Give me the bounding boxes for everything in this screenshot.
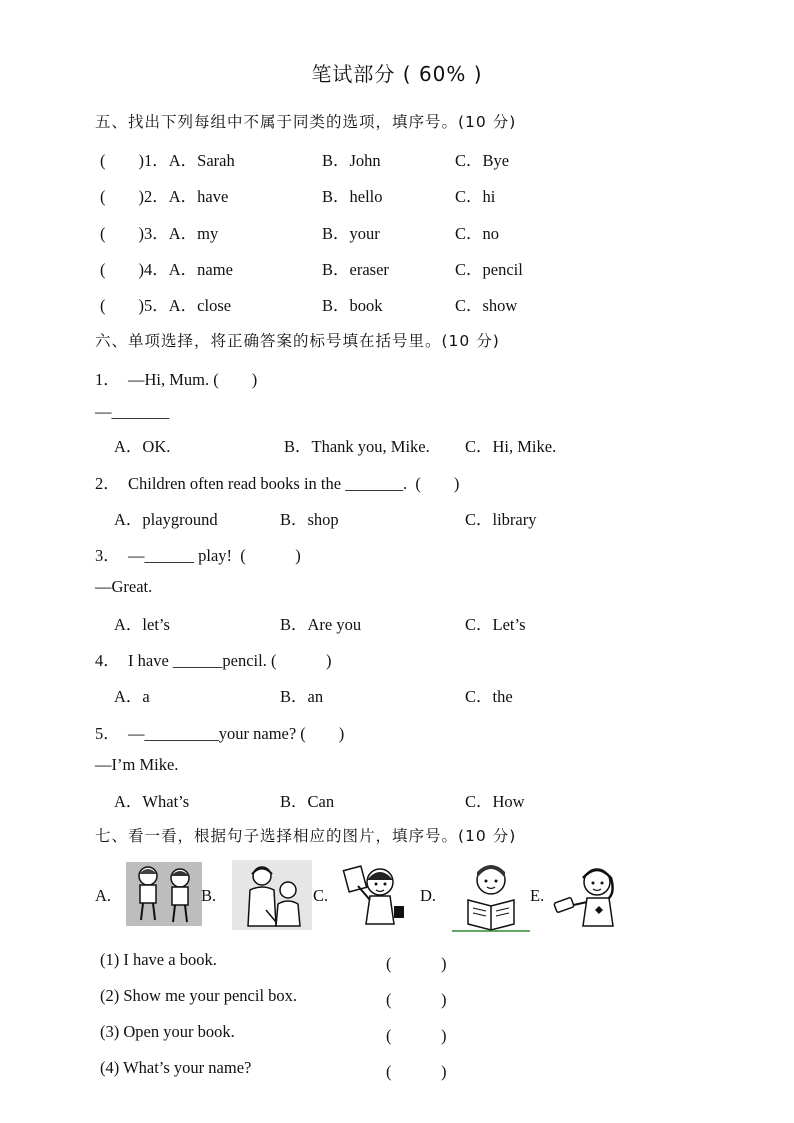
q5-option-a: A．What’s	[114, 792, 190, 811]
q3-option-c: C．Let’s	[465, 615, 526, 634]
section6-heading: 六、单项选择，将正确答案的标号填在括号里。(10 分)	[95, 332, 500, 350]
item-text: (1) I have a book.	[100, 950, 217, 969]
q3-option-b: B．Are you	[280, 615, 362, 634]
item-stem: ( )3．A．my	[100, 224, 219, 243]
picture-label-e: E.	[530, 886, 545, 905]
q2-stem: 2． Children often read books in the _______. ( )	[95, 474, 460, 493]
picture-label-a: A.	[95, 886, 112, 905]
q4-stem: 4． I have ______pencil. ( )	[95, 651, 332, 670]
q1-stem: 1． —Hi, Mum. ( )	[95, 370, 258, 389]
q2-option-b: B．shop	[280, 510, 339, 529]
option-b: B．eraser	[322, 260, 389, 279]
option-b: B．your	[322, 224, 380, 243]
item-stem: ( )4．A．name	[100, 260, 233, 279]
picture-label-d: D.	[420, 886, 437, 905]
q5-stem: 5． —_________your name? ( )	[95, 724, 345, 743]
two-children-icon	[126, 862, 202, 926]
answer-blank: ( )	[386, 954, 447, 973]
q4-option-a: A．a	[114, 687, 150, 706]
answer-blank: ( )	[386, 990, 447, 1009]
item-text: (4) What’s your name?	[100, 1058, 252, 1077]
item-stem: ( )5．A．close	[100, 296, 232, 315]
q1-option-c: C．Hi, Mike.	[465, 437, 557, 456]
item-text: (3) Open your book.	[100, 1022, 235, 1041]
q1-option-b: B．Thank you, Mike.	[284, 437, 430, 456]
q5-option-b: B．Can	[280, 792, 335, 811]
answer-blank: ( )	[386, 1062, 447, 1081]
option-c: C．pencil	[455, 260, 523, 279]
q3-stem: 3． —______ play! ( )	[95, 546, 301, 565]
girl-showing-pencil-box-icon	[553, 862, 625, 928]
section7-heading: 七、看一看，根据句子选择相应的图片，填序号。(10 分)	[95, 827, 517, 845]
section5-heading: 五、找出下列每组中不属于同类的选项，填序号。(10 分)	[95, 113, 517, 131]
q2-option-c: C．library	[465, 510, 537, 529]
option-c: C．Bye	[455, 151, 510, 170]
q4-option-c: C．the	[465, 687, 513, 706]
picture-label-b: B.	[201, 886, 217, 905]
option-b: B．hello	[322, 187, 383, 206]
page-title: 笔试部分 ( 60% )	[311, 62, 483, 86]
q5-option-c: C．How	[465, 792, 525, 811]
option-b: B．John	[322, 151, 381, 170]
q1-option-a: A．OK.	[114, 437, 171, 456]
answer-blank: ( )	[386, 1026, 447, 1045]
q3-option-a: A．let’s	[114, 615, 170, 634]
q1-reply: —_______	[95, 402, 170, 421]
option-c: C．show	[455, 296, 518, 315]
item-stem: ( )2．A．have	[100, 187, 229, 206]
boy-reading-book-icon	[452, 860, 530, 932]
option-c: C．hi	[455, 187, 496, 206]
option-b: B．book	[322, 296, 383, 315]
item-text: (2) Show me your pencil box.	[100, 986, 298, 1005]
item-stem: ( )1．A．Sarah	[100, 151, 235, 170]
grandparents-icon	[232, 860, 312, 930]
picture-label-c: C.	[313, 886, 329, 905]
q4-option-b: B．an	[280, 687, 324, 706]
q2-option-a: A．playground	[114, 510, 218, 529]
girl-holding-paper-icon	[342, 862, 410, 932]
q3-reply: —Great.	[95, 577, 153, 596]
q5-reply: —I’m Mike.	[95, 755, 179, 774]
option-c: C．no	[455, 224, 500, 243]
